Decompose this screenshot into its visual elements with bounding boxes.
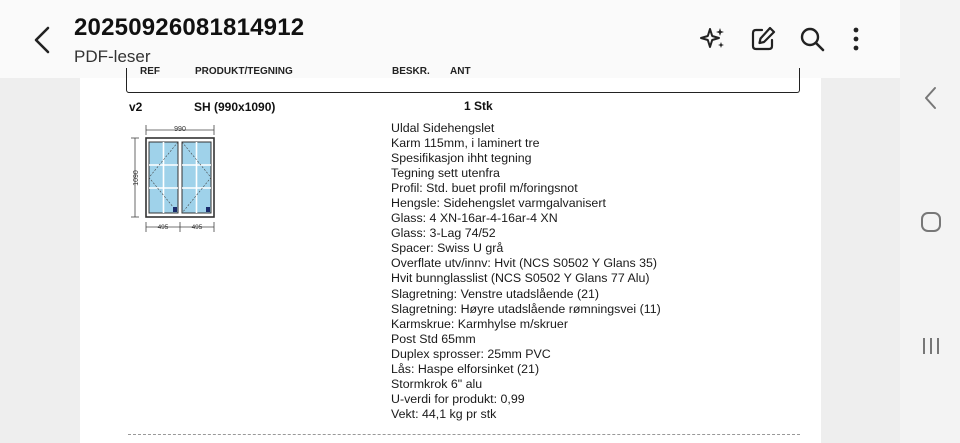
description-line: Overflate utv/innv: Hvit (NCS S0502 Y Glans 35) <box>391 256 658 271</box>
description-line: Vekt: 44,1 kg pr stk <box>391 406 497 421</box>
product-description <box>391 121 661 422</box>
more-vert-icon <box>842 25 870 53</box>
description-line: Slagretning: Venstre utadslående (21) <box>391 286 600 301</box>
header-produkt: PRODUKT/TEGNING <box>195 66 293 77</box>
window-drawing <box>130 120 220 235</box>
table-header <box>126 68 800 93</box>
description-line: Hvit bunnglasslist (NCS S0502 Y Glans 77 Alu) <box>391 271 650 286</box>
back-button[interactable] <box>28 22 60 58</box>
description-line: Karmskrue: Karmhylse m/skruer <box>391 316 568 331</box>
description-line: Stormkrok 6" alu <box>391 376 483 391</box>
description-line: Tegning sett utenfra <box>391 166 500 181</box>
description-line: Duplex sprosser: 25mm PVC <box>391 346 551 361</box>
more-options-button[interactable] <box>841 24 871 54</box>
description-line: Slagretning: Høyre utadslående rømningsvei (11) <box>391 301 661 316</box>
row-divider <box>128 434 800 435</box>
description-line: Uldal Sidehengslet <box>391 121 495 135</box>
left-sash-dimension-label: 495 <box>157 224 169 231</box>
pdf-page <box>80 66 821 443</box>
header-beskr: BESKR. <box>392 66 430 77</box>
right-sash-dimension-label: 495 <box>191 224 203 231</box>
app-name: PDF-leser <box>74 47 151 66</box>
description-line: U-verdi for produkt: 0,99 <box>391 391 525 406</box>
header-ref: REF <box>140 66 160 77</box>
description-line: Glass: 4 XN-16ar-4-16ar-4 XN <box>391 211 558 226</box>
document-title: 20250926081814912 <box>74 14 305 41</box>
height-dimension-label: 1090 <box>133 170 140 186</box>
description-line: Profil: Std. buet profil m/foringsnot <box>391 181 578 196</box>
search-icon <box>798 25 826 53</box>
edit-icon <box>749 25 777 53</box>
nav-home-button[interactable] <box>916 207 946 237</box>
description-line: Glass: 3-Lag 74/52 <box>391 226 496 241</box>
nav-recents-button[interactable] <box>916 331 946 361</box>
description-line: Spesifikasjon ihht tegning <box>391 151 532 166</box>
description-line: Hengsle: Sidehengslet varmgalvanisert <box>391 196 606 211</box>
width-dimension-label: 990 <box>174 126 186 133</box>
description-line: Lås: Haspe elforsinket (21) <box>391 361 540 376</box>
row-produkt: SH (990x1090) <box>194 100 276 114</box>
description-line: Karm 115mm, i laminert tre <box>391 136 540 151</box>
recents-nav-icon <box>919 334 943 358</box>
ai-sparkle-icon <box>700 25 728 53</box>
chevron-left-icon <box>28 22 60 58</box>
back-nav-icon <box>921 85 941 111</box>
ai-assist-button[interactable] <box>699 24 729 54</box>
description-line: Spacer: Swiss U grå <box>391 241 504 256</box>
home-nav-icon <box>919 210 943 234</box>
header-ant: ANT <box>450 66 471 77</box>
row-ant: 1 Stk <box>464 99 493 113</box>
edit-button[interactable] <box>748 24 778 54</box>
system-navigation <box>900 0 960 443</box>
nav-back-button[interactable] <box>916 83 946 113</box>
search-button[interactable] <box>797 24 827 54</box>
row-ref: v2 <box>129 100 143 114</box>
description-line: Post Std 65mm <box>391 331 476 346</box>
